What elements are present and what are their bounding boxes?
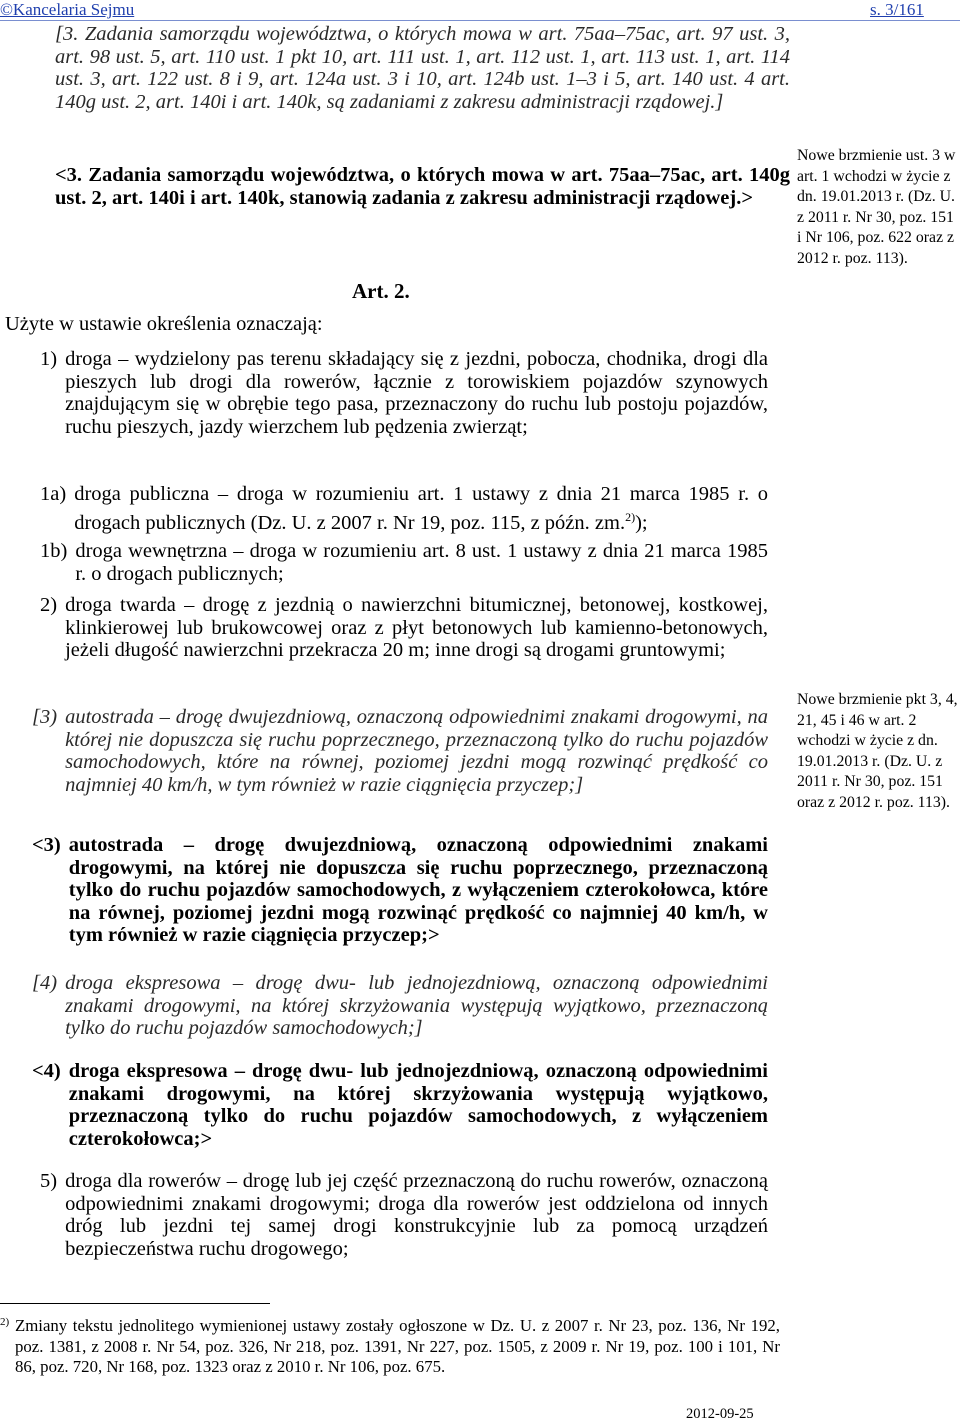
item-text: droga ekspresowa – drogę dwu- lub jednojezdniową, oznaczoną odpowiednimi znakami drogowymi, na której skrzyżowania występują wyjątkowo, przeznaczoną tylko do ruchu pojazdów samochodowych;] — [65, 972, 768, 1040]
item-number: 1b) — [40, 540, 68, 562]
item-number: 5) — [40, 1170, 58, 1192]
item-number: <3) — [32, 834, 61, 856]
definition-item-old — [32, 706, 768, 796]
definition-item — [40, 540, 768, 585]
item-number: 1a) — [40, 483, 67, 505]
definition-item-new — [32, 834, 768, 947]
item-text: droga – wydzielony pas terenu składający się z jezdni, pobocza, chodnika, drogi dla pieszych lub drogi dla rowerów, łącznie z torowiskiem pojazdów szynowych znajdującym się w obrębie tego pasa, przeznaczony do ruchu lub postoju pojazdów, ruchu pieszych, jazdy wierzchem lub pędzenia zwierząt; — [65, 348, 768, 438]
footnote — [0, 1316, 780, 1378]
footer-date: 2012-09-25 — [686, 1406, 754, 1422]
article-title: Art. 2. — [352, 279, 410, 303]
item-text: droga ekspresowa – drogę dwu- lub jednojezdniową, oznaczoną odpowiednimi znakami drogowymi, na której skrzyżowania występują wyjątkowo, przeznaczoną tylko do ruchu pojazdów samochodowych, z wyłączeniem czterokołowca;> — [68, 1060, 768, 1150]
definition-item-old — [32, 972, 768, 1040]
definition-item — [40, 1170, 768, 1260]
article-intro: Użyte w ustawie określenia oznaczają: — [5, 313, 323, 335]
item-text: droga dla rowerów – drogę lub jej część przeznaczoną do ruchu rowerów, oznaczoną odpowiednimi znakami drogowymi; droga dla rowerów jest oddzielona od innych dróg lub jezdni tej samej drogi konstrukcyjnie lub za pomocą urządzeń bezpieczeństwa ruchu drogowego; — [65, 1170, 768, 1260]
definition-item — [40, 348, 768, 438]
item-number: 1) — [40, 348, 58, 370]
item-text: autostrada – drogę dwujezdniową, oznaczoną odpowiednimi znakami drogowymi, na której nie dopuszcza się ruchu poprzecznego, przeznaczoną tylko do ruchu pojazdów samochodowych, z wyłączeniem czterokołowca, które na równej, poziomej jezdni mogą rozwinąć prędkość co najmniej 40 km/h, w tym również w razie ciągnięcia przyczep;> — [68, 834, 768, 947]
footnote-divider — [0, 1303, 270, 1304]
footnote-marker: 2) — [0, 1316, 10, 1328]
item-text: droga publiczna – droga w rozumieniu art. 1 ustawy z dnia 21 marca 1985 r. o drogach publicznych (Dz. U. z 2007 r. Nr 19, poz. 115, z późn. zm. — [74, 483, 768, 534]
definition-item — [40, 594, 768, 662]
item-text: droga twarda – drogę z jezdnią o nawierzchni bitumicznej, betonowej, kostkowej, klinkierowej lub brukowcowej oraz z płyt betonowych lub kamienno-betonowych, jeżeli długość nawierzchni przekracza 20 m; inne drogi są drogami gruntowymi; — [65, 594, 768, 662]
margin-note: Nowe brzmienie pkt 3, 4, 21, 45 i 46 w art. 2 wchodzi w życie z dn. 19.01.2013 r. (Dz. U. z 2011 r. Nr 30, poz. 151 oraz z 2012 r. poz. 113). — [797, 691, 958, 811]
margin-note: Nowe brzmienie ust. 3 w art. 1 wchodzi w życie z dn. 19.01.2013 r. (Dz. U. z 2011 r. Nr 30, poz. 151 i Nr 106, poz. 622 oraz z 2012 r. poz. 113). — [797, 147, 956, 267]
item-number: [4) — [32, 972, 58, 994]
definition-item-new — [32, 1060, 768, 1150]
section-3-new: <3. Zadania samorządu województwa, o których mowa w art. 75aa–75ac, art. 140g ust. 2, art. 140i i art. 140k, stanowią zadania z zakresu administracji rządowej.> — [55, 164, 790, 209]
item-number: <4) — [32, 1060, 61, 1082]
definition-item — [40, 483, 768, 534]
page-number-link[interactable] — [870, 0, 924, 20]
header-divider — [0, 20, 960, 21]
footnote-text: Zmiany tekstu jednolitego wymienionej ustawy zostały ogłoszone w Dz. U. z 2007 r. Nr 23, poz. 136, Nr 192, poz. 1381, z 2008 r. Nr 54, poz. 326, Nr 218, poz. 1391, Nr 227, poz. 1505, z 2009 r. Nr 19, poz. 100 i 101, Nr 86, poz. 720, Nr 168, poz. 1323 oraz z 2010 r. Nr 106, poz. 675. — [15, 1316, 780, 1376]
item-text-tail: ); — [635, 511, 648, 534]
item-number: [3) — [32, 706, 58, 728]
item-text-wrap — [74, 483, 768, 534]
publisher-link[interactable] — [0, 0, 134, 20]
section-3-old: [3. Zadania samorządu województwa, o których mowa w art. 75aa–75ac, art. 97 ust. 3, art. 98 ust. 5, art. 110 ust. 1 pkt 10, art. 111 ust. 1, art. 112 ust. 1, art. 113 ust. 1, art. 114 ust. 3, art. 122 ust. 8 i 9, art. 124a ust. 3 i 10, art. 124b ust. 1–3 i 5, art. 140 ust. 4 art. 140g ust. 2, art. 140i i art. 140k, są zadaniami z zakresu administracji rządowej.] — [55, 23, 790, 113]
item-text: droga wewnętrzna – droga w rozumieniu art. 8 ust. 1 ustawy z dnia 21 marca 1985 r. o drogach publicznych; — [75, 540, 768, 585]
footnote-ref[interactable]: 2) — [625, 509, 636, 524]
publisher-link-text[interactable]: ©Kancelaria Sejmu — [0, 0, 135, 19]
item-text: autostrada – drogę dwujezdniową, oznaczoną odpowiednimi znakami drogowymi, na której nie dopuszcza się ruchu poprzecznego, przeznaczoną tylko do ruchu pojazdów samochodowych, które na równej, poziomej jezdni mogą rozwinąć prędkość co najmniej 40 km/h, w tym również w razie ciągnięcia przyczep;] — [65, 706, 768, 796]
item-number: 2) — [40, 594, 58, 616]
page-number-text[interactable]: s. 3/161 — [870, 0, 924, 19]
